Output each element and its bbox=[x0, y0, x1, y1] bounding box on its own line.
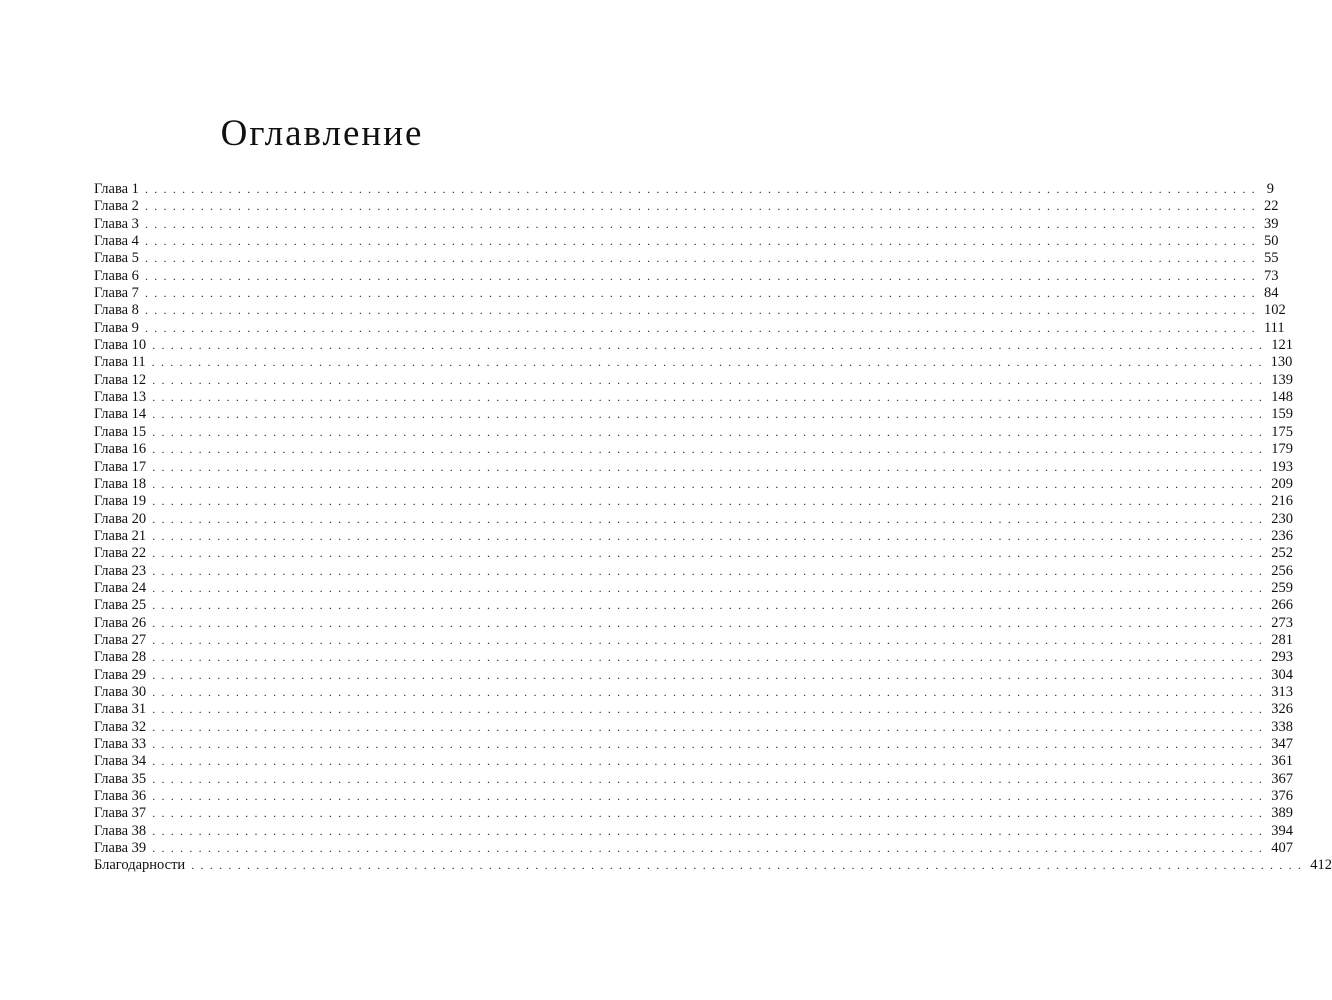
toc-page-number: 412 bbox=[1310, 857, 1332, 874]
toc-entry-label: Глава 30 bbox=[94, 683, 147, 700]
toc-dot-leader: ........................................................................................................................ bbox=[152, 459, 1269, 474]
toc-entry[interactable] bbox=[94, 840, 1293, 857]
toc-dot-leader: ........................................................................................................................ bbox=[152, 667, 1269, 682]
toc-entry[interactable] bbox=[94, 354, 1293, 371]
toc-dot-leader: ........................................................................................................................ bbox=[144, 216, 1261, 231]
toc-entry-label: Глава 25 bbox=[94, 597, 147, 614]
toc-page-number: 175 bbox=[1271, 423, 1293, 440]
toc-entry-label: Глава 11 bbox=[94, 354, 146, 371]
toc-page-number: 293 bbox=[1271, 649, 1293, 666]
toc-dot-leader: ........................................................................................................................ bbox=[152, 632, 1269, 647]
toc-dot-leader: ........................................................................................................................ bbox=[152, 771, 1269, 786]
toc-page-number: 179 bbox=[1271, 441, 1293, 458]
toc-entry-label: Глава 5 bbox=[94, 250, 139, 267]
toc-entry-label: Глава 18 bbox=[94, 475, 147, 492]
toc-entry[interactable] bbox=[94, 267, 1279, 285]
toc-page-number: 236 bbox=[1271, 527, 1293, 544]
toc-entry-label: Глава 21 bbox=[94, 527, 147, 544]
toc-entry[interactable] bbox=[94, 233, 1279, 250]
toc-dot-leader: ........................................................................................................................ bbox=[144, 303, 1261, 318]
toc-page-number: 313 bbox=[1271, 683, 1293, 700]
toc-dot-leader: ........................................................................................................................ bbox=[152, 563, 1269, 578]
toc-entry-label: Глава 24 bbox=[94, 579, 147, 596]
toc-entry[interactable] bbox=[94, 597, 1293, 614]
toc-page-number: 148 bbox=[1271, 389, 1293, 406]
toc-dot-leader: ........................................................................................................................ bbox=[144, 268, 1261, 283]
toc-page-number: 389 bbox=[1271, 805, 1293, 822]
toc-dot-leader: ........................................................................................................................ bbox=[191, 858, 1308, 873]
toc-entry[interactable] bbox=[94, 718, 1293, 736]
toc-entry-label: Глава 34 bbox=[94, 753, 147, 770]
toc-dot-leader: ........................................................................................................................ bbox=[152, 580, 1269, 595]
toc-entry[interactable] bbox=[94, 770, 1293, 788]
toc-entry[interactable] bbox=[94, 545, 1293, 562]
toc-entry-label: Глава 29 bbox=[94, 666, 147, 683]
toc-page-number: 216 bbox=[1271, 493, 1293, 510]
toc-dot-leader: ........................................................................................................................ bbox=[152, 650, 1269, 665]
toc-entry[interactable] bbox=[94, 683, 1293, 701]
toc-entry[interactable] bbox=[94, 788, 1293, 805]
toc-entry[interactable] bbox=[94, 631, 1293, 649]
toc-dot-leader: ........................................................................................................................ bbox=[144, 251, 1261, 266]
toc-entry[interactable] bbox=[94, 389, 1293, 406]
toc-entry-label: Глава 13 bbox=[94, 389, 147, 406]
toc-page-number: 252 bbox=[1271, 545, 1293, 562]
toc-dot-leader: ........................................................................................................................ bbox=[152, 789, 1269, 804]
toc-entry-label: Глава 8 bbox=[94, 302, 139, 319]
toc-entry-label: Глава 22 bbox=[94, 545, 147, 562]
toc-entry-label: Глава 3 bbox=[94, 215, 139, 232]
toc-page-number: 281 bbox=[1271, 631, 1293, 648]
toc-dot-leader: ........................................................................................................................ bbox=[152, 702, 1269, 717]
toc-entry-label: Глава 26 bbox=[94, 614, 147, 631]
toc-entry-label: Глава 38 bbox=[94, 822, 147, 839]
toc-entry[interactable] bbox=[94, 406, 1293, 423]
toc-dot-leader: ........................................................................................................................ bbox=[144, 320, 1261, 335]
toc-entry[interactable] bbox=[94, 371, 1293, 389]
toc-entry[interactable] bbox=[94, 649, 1293, 666]
toc-page-number: 73 bbox=[1263, 267, 1279, 284]
toc-entry-label: Глава 16 bbox=[94, 441, 147, 458]
toc-page-number: 376 bbox=[1271, 788, 1293, 805]
page-title: Оглавление bbox=[220, 113, 424, 154]
toc-entry-label: Глава 2 bbox=[94, 198, 139, 215]
toc-page-number: 139 bbox=[1271, 371, 1293, 388]
toc-entry-label: Глава 15 bbox=[94, 423, 147, 440]
toc-entry[interactable] bbox=[94, 857, 1332, 874]
toc-dot-leader: ........................................................................................................................ bbox=[152, 511, 1269, 526]
toc-entry-label: Глава 6 bbox=[94, 267, 139, 284]
toc-page-number: 209 bbox=[1271, 475, 1293, 492]
toc-entry-label: Глава 7 bbox=[94, 285, 139, 302]
toc-entry[interactable] bbox=[94, 181, 1274, 198]
toc-entry[interactable] bbox=[94, 250, 1279, 267]
toc-entry[interactable] bbox=[94, 736, 1293, 753]
toc-entry[interactable] bbox=[94, 701, 1293, 718]
toc-page-number: 407 bbox=[1271, 840, 1293, 857]
toc-entry[interactable] bbox=[94, 458, 1293, 476]
toc-dot-leader: ........................................................................................................................ bbox=[151, 355, 1268, 370]
toc-page-number: 347 bbox=[1271, 736, 1293, 752]
toc-dot-leader: ........................................................................................................................ bbox=[152, 494, 1269, 509]
toc-page-number: 50 bbox=[1263, 233, 1279, 250]
toc-dot-leader: ........................................................................................................................ bbox=[144, 234, 1261, 249]
toc-page-number: 55 bbox=[1263, 250, 1279, 267]
toc-entry-label: Глава 31 bbox=[94, 701, 147, 718]
toc-entry-label: Глава 32 bbox=[94, 718, 147, 735]
toc-dot-leader: ........................................................................................................................ bbox=[152, 338, 1269, 353]
toc-entry[interactable] bbox=[94, 302, 1286, 319]
toc-page-number: 102 bbox=[1263, 302, 1286, 319]
toc-entry-label: Глава 35 bbox=[94, 770, 147, 787]
toc-dot-leader: ........................................................................................................................ bbox=[152, 424, 1269, 439]
toc-page-number: 130 bbox=[1270, 354, 1293, 371]
toc-dot-leader: ........................................................................................................................ bbox=[152, 598, 1269, 613]
toc-entry-label: Глава 17 bbox=[94, 458, 147, 475]
toc-page-number: 361 bbox=[1271, 753, 1293, 770]
toc-page-number: 111 bbox=[1263, 319, 1285, 336]
toc-entry[interactable] bbox=[94, 527, 1293, 545]
toc-page-number: 256 bbox=[1271, 562, 1293, 579]
toc-page-number: 84 bbox=[1263, 285, 1279, 302]
toc-dot-leader: ........................................................................................................................ bbox=[152, 442, 1269, 457]
toc-entry-label: Благодарности bbox=[94, 857, 186, 874]
toc-page-number: 304 bbox=[1271, 666, 1293, 683]
toc-entry-label: Глава 19 bbox=[94, 493, 147, 510]
toc-page-number: 266 bbox=[1271, 597, 1293, 614]
toc-dot-leader: ........................................................................................................................ bbox=[152, 737, 1269, 751]
toc-page-number: 159 bbox=[1271, 406, 1293, 423]
toc-dot-leader: ........................................................................................................................ bbox=[152, 806, 1269, 821]
toc-entry[interactable] bbox=[94, 493, 1293, 510]
toc-dot-leader: ........................................................................................................................ bbox=[144, 199, 1261, 214]
toc-entry-label: Глава 12 bbox=[94, 371, 147, 388]
toc-entry[interactable] bbox=[94, 579, 1293, 597]
toc-dot-leader: ........................................................................................................................ bbox=[152, 841, 1269, 856]
toc-dot-leader: ........................................................................................................................ bbox=[152, 476, 1269, 491]
toc-entry-label: Глава 10 bbox=[94, 337, 147, 354]
toc-page-number: 39 bbox=[1263, 215, 1279, 232]
toc-page-number: 22 bbox=[1263, 198, 1279, 215]
toc-entry[interactable] bbox=[94, 510, 1293, 528]
toc-entry-label: Глава 9 bbox=[94, 319, 139, 336]
toc-page-number: 338 bbox=[1271, 718, 1293, 735]
toc-dot-leader: ........................................................................................................................ bbox=[152, 823, 1269, 838]
toc-dot-leader: ........................................................................................................................ bbox=[152, 684, 1269, 699]
toc-entry-label: Глава 39 bbox=[94, 840, 147, 857]
toc-dot-leader: ........................................................................................................................ bbox=[144, 182, 1261, 196]
toc-entry[interactable] bbox=[94, 337, 1293, 354]
toc-page-number: 273 bbox=[1271, 614, 1293, 631]
toc-entry[interactable] bbox=[94, 285, 1279, 302]
toc-dot-leader: ........................................................................................................................ bbox=[152, 546, 1269, 561]
toc-page-number: 259 bbox=[1271, 579, 1293, 596]
toc-dot-leader: ........................................................................................................................ bbox=[144, 286, 1261, 301]
toc-page-number: 9 bbox=[1266, 181, 1274, 197]
toc-dot-leader: ........................................................................................................................ bbox=[152, 372, 1269, 387]
toc-dot-leader: ........................................................................................................................ bbox=[152, 407, 1269, 422]
toc-entry[interactable] bbox=[94, 822, 1293, 840]
toc-entry[interactable] bbox=[94, 805, 1293, 822]
toc-entry[interactable] bbox=[94, 423, 1293, 441]
toc-entry-label: Глава 37 bbox=[94, 805, 147, 822]
toc-page-number: 394 bbox=[1271, 822, 1293, 839]
toc-dot-leader: ........................................................................................................................ bbox=[152, 719, 1269, 734]
toc-entry-label: Глава 33 bbox=[94, 736, 147, 752]
toc-dot-leader: ........................................................................................................................ bbox=[152, 390, 1269, 405]
toc-entry-label: Глава 20 bbox=[94, 510, 147, 527]
toc-entry-label: Глава 27 bbox=[94, 631, 147, 648]
table-of-contents bbox=[94, 181, 1332, 875]
toc-entry[interactable] bbox=[94, 475, 1293, 493]
toc-dot-leader: ........................................................................................................................ bbox=[152, 754, 1269, 769]
toc-entry[interactable] bbox=[94, 319, 1285, 337]
toc-page-number: 121 bbox=[1271, 337, 1293, 354]
toc-entry[interactable] bbox=[94, 666, 1293, 684]
toc-entry[interactable] bbox=[94, 753, 1293, 770]
toc-entry-label: Глава 1 bbox=[94, 181, 139, 197]
toc-entry[interactable] bbox=[94, 614, 1293, 632]
toc-entry[interactable] bbox=[94, 198, 1279, 215]
toc-entry-label: Глава 14 bbox=[94, 406, 147, 423]
toc-page-number: 193 bbox=[1271, 458, 1293, 475]
toc-entry-label: Глава 28 bbox=[94, 649, 147, 666]
toc-page-number: 326 bbox=[1271, 701, 1293, 718]
toc-entry-label: Глава 36 bbox=[94, 788, 147, 805]
toc-entry-label: Глава 4 bbox=[94, 233, 139, 250]
toc-dot-leader: ........................................................................................................................ bbox=[152, 528, 1269, 543]
toc-dot-leader: ........................................................................................................................ bbox=[152, 615, 1269, 630]
toc-entry-label: Глава 23 bbox=[94, 562, 147, 579]
toc-page-number: 367 bbox=[1271, 770, 1293, 787]
toc-entry[interactable] bbox=[94, 215, 1279, 233]
toc-page-number: 230 bbox=[1271, 510, 1293, 527]
toc-entry[interactable] bbox=[94, 562, 1293, 580]
toc-entry[interactable] bbox=[94, 441, 1293, 458]
